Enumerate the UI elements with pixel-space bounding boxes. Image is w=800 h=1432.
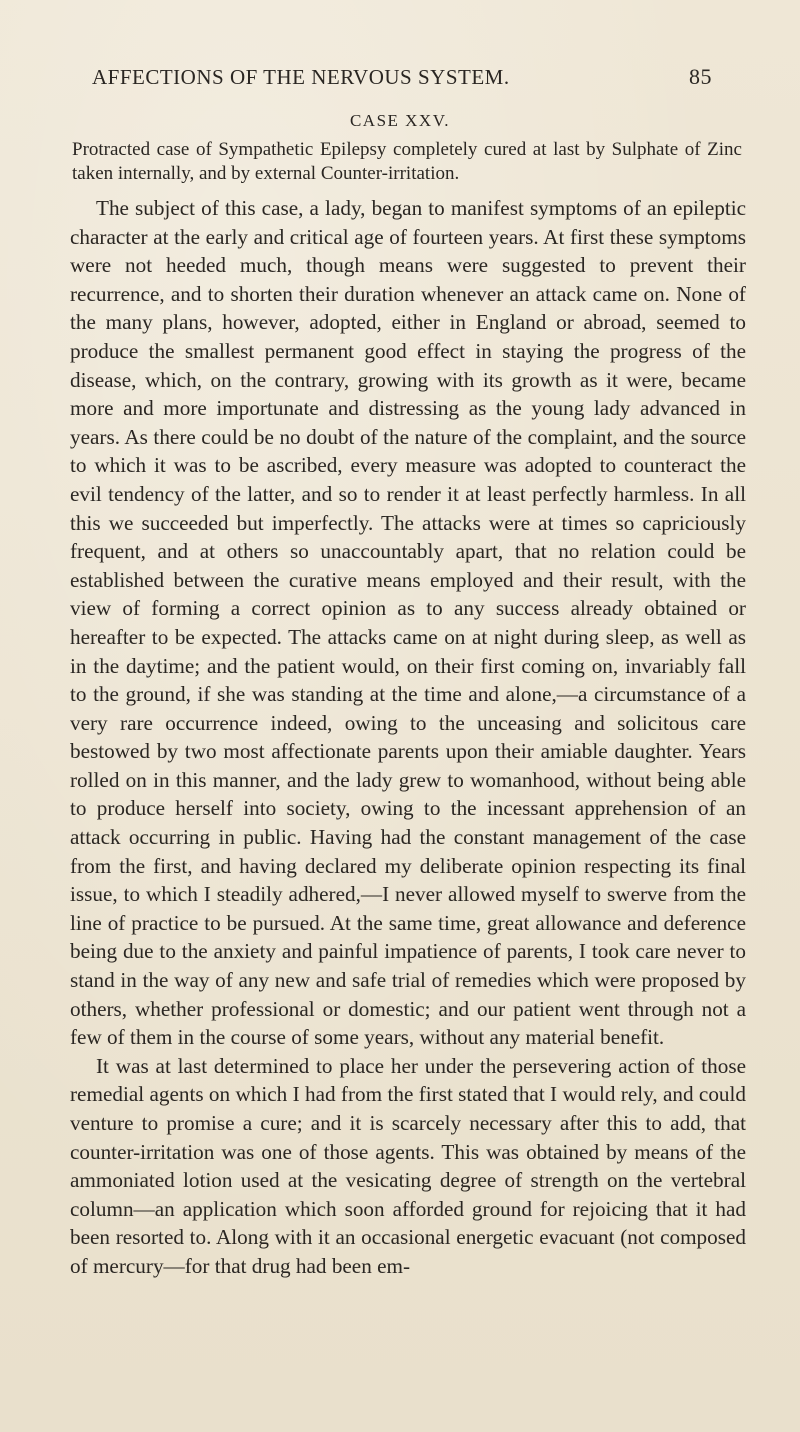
body-text [70,194,746,1281]
case-summary: Protracted case of Sympathetic Epilepsy completely cured at last by Sulphate of Zinc taken internally, and by external Counter-irritation. [72,139,742,184]
page-number: 85 [689,64,712,89]
running-title: AFFECTIONS OF THE NERVOUS SYSTEM. [92,65,510,89]
case-heading: CASE XXV. [349,111,451,130]
paragraph: It was at last determined to place her under the persevering action of those remedial agents on which I had from the first stated that I would rely, and could venture to promise a cure; and it is scarcely necessary after this to add, that counter-irritation was one of those agents. This was obtained by means of the ammoniated lotion used at the vesicating degree of strength on the vertebral column—an application which soon afforded ground for rejoicing that it had been resorted to. Along with it an occasional energetic evacuant (not composed of mercury—for that drug had been em- [70,1053,746,1278]
paragraph: The subject of this case, a lady, began to manifest symptoms of an epileptic character at the early and critical age of fourteen years. At first these symptoms were not heeded much, though means were suggested to prevent their recurrence, and to shorten their duration whenever an attack came on. None of the many plans, however, adopted, either in England or abroad, seemed to produce the smallest permanent good effect in staying the progress of the disease, which, on the contrary, growing with its growth as it were, became more and more importunate and distressing as the young lady advanced in years. As there could be no doubt of the nature of the complaint, and the source to which it was to be ascribed, every measure was adopted to counteract the evil tendency of the latter, and so to render it at least perfectly harmless. In all this we succeeded but imperfectly. The attacks were at times so capriciously frequent, and at others so unaccountably apart, that no relation could be established between the curative means employed and their result, with the view of forming a correct opinion as to any success already obtained or hereafter to be expected. The attacks came on at night during sleep, as well as in the daytime; and the patient would, on their first coming on, invariably fall to the ground, if she was standing at the time and alone,—a circumstance of a very rare occurrence indeed, owing to the unceasing and solicitous care bestowed by two most affectionate parents upon their amiable daughter. Years rolled on in this manner, and the lady grew to womanhood, without being able to produce herself into society, owing to the incessant apprehension of an attack occurring in public. Having had the constant management of the case from the first, and having declared my deliberate opinion respecting its final issue, to which I steadily adhered,—I never allowed myself to swerve from the line of practice to be pursued. At the same time, great allowance and deference being due to the anxiety and painful impatience of parents, I took care never to stand in the way of any new and safe trial of remedies which were proposed by others, whether professional or domestic; and our patient went through not a few of them in the course of some years, without any material benefit. [70,196,746,1050]
running-head [92,64,712,90]
